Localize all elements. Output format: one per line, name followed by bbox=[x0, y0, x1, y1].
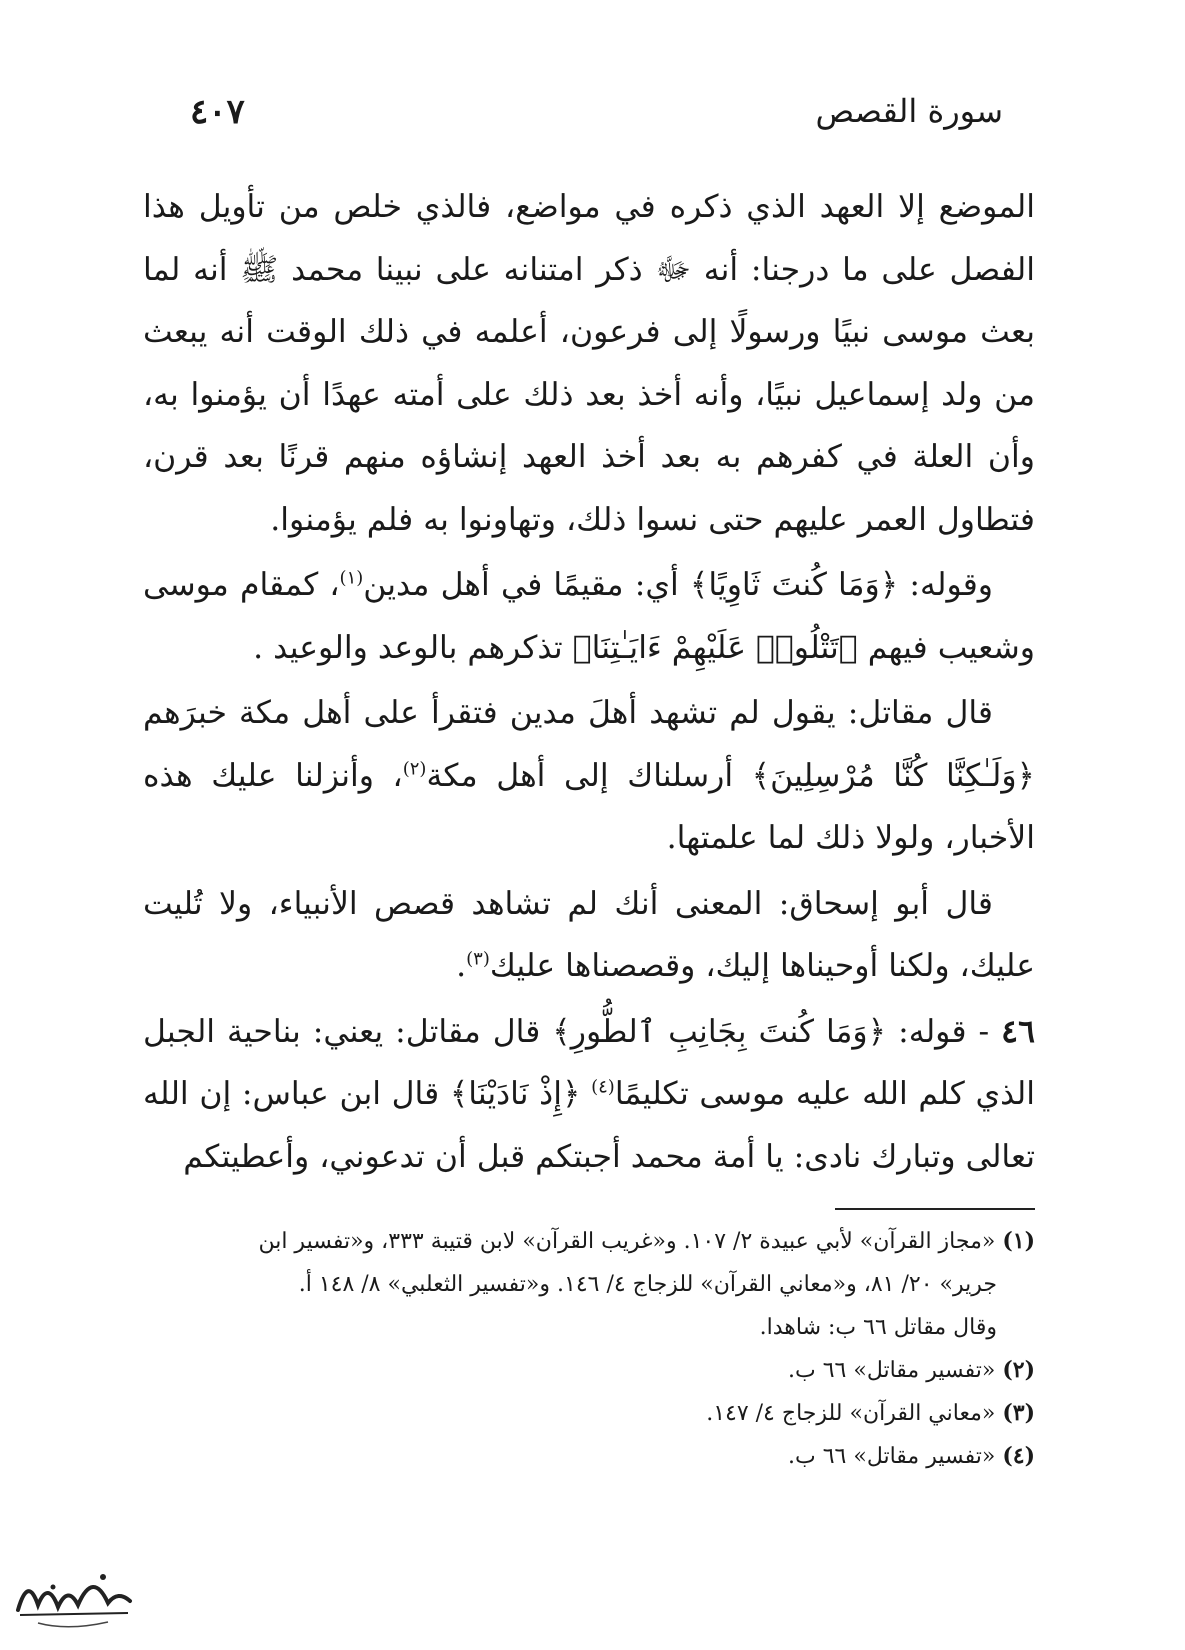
paragraph-text: . bbox=[456, 948, 467, 984]
paragraph-text: ﴿إِذْ نَادَيْنَا﴾ قال ابن عباس: إن الله تعالى وتبارك نادى: يا أمة محمد أجبتكم قبل أن تدعوني، وأعطيتكم bbox=[143, 1076, 1035, 1175]
paragraph-text: الموضع إلا العهد الذي ذكره في مواضع، فالذي خلص من تأويل هذا الفصل على ما درجنا: أنه ﷻ ذكر امتنانه على نبينا محمد ﷺ أنه لما بعث موسى نبيًا ورسولًا إلى فرعون، أعلمه في ذلك الوقت أنه يبعث من ولد إسماعيل نبيًا، وأنه أخذ بعد ذلك على أمته عهدًا أن يؤمنوا به، وأن العلة في كفرهم به بعد أخذ العهد إنشاؤه منهم قرنًا بعد قرن، فتطاول العمر عليهم حتى نسوا ذلك، وتهاونوا به فلم يؤمنوا. bbox=[143, 189, 1035, 538]
footnote-mark: (٤) bbox=[1002, 1443, 1035, 1469]
main-text bbox=[143, 176, 1035, 1191]
paragraph-text: - قوله: ﴿وَمَا كُنتَ بِجَانِبِ ٱلطُّورِ﴾ قال مقاتل: يعني: بناحية الجبل الذي كلم الله عليه موسى تكليمًا bbox=[143, 1013, 1035, 1112]
paragraph bbox=[143, 1001, 1035, 1189]
paragraph-text: وقوله: ﴿وَمَا كُنتَ ثَاوِيًا﴾ أي: مقيمًا في أهل مدين bbox=[363, 567, 993, 603]
footnote-divider bbox=[835, 1208, 1035, 1210]
page-header bbox=[190, 92, 1003, 142]
paragraph-text: ، وأنزلنا عليك هذه الأخبار، ولولا ذلك لما علمتها. bbox=[143, 757, 1035, 856]
library-stamp-logo bbox=[8, 1565, 138, 1635]
footnote-1-continued: وقال مقاتل ٦٦ ب: شاهدا. bbox=[759, 1315, 997, 1340]
footnote-1 bbox=[143, 1220, 1035, 1263]
paragraph-text: قال أبو إسحاق: المعنى أنك لم تشاهد قصص الأنبياء، ولا تُليت عليك، ولكنا أوحيناها إليك، وقصصناها عليك bbox=[143, 885, 1035, 984]
paragraph bbox=[143, 873, 1035, 998]
paragraph-text: قال مقاتل: يقول لم تشهد أهلَ مدين فتقرأ على أهل مكة خبرَهم ﴿وَلَـٰكِنَّا كُنَّا مُرْسِلِينَ﴾ أرسلناك إلى أهل مكة bbox=[143, 695, 1035, 794]
footnote-mark: (٢) bbox=[1002, 1357, 1035, 1383]
verse-number: ٤٦ bbox=[1001, 1012, 1035, 1050]
paragraph-text: ، كمقام موسى وشعيب فيهم ﴿تَتْلُوا۟ عَلَيْهِمْ ءَايَـٰتِنَا﴾ تذكرهم بالوعد والوعيد . bbox=[143, 567, 1035, 666]
paragraph bbox=[143, 682, 1035, 870]
footnote-ref[interactable]: (١) bbox=[339, 567, 364, 589]
footnote-mark: (١) bbox=[1002, 1228, 1035, 1254]
footnote-ref[interactable]: (٣) bbox=[466, 948, 490, 970]
footnote-text: «مجاز القرآن» لأبي عبيدة ٢/ ١٠٧. و«غريب القرآن» لابن قتيبة ٣٣٣، و«تفسير ابن bbox=[258, 1229, 996, 1254]
footnote-text: «معاني القرآن» للزجاج ٤/ ١٤٧. bbox=[706, 1401, 996, 1426]
surah-title: سورة القصص bbox=[815, 92, 1003, 130]
footnotes bbox=[143, 1220, 1035, 1478]
footnote-mark: (٣) bbox=[1002, 1400, 1035, 1426]
footnote-text: «تفسير مقاتل» ٦٦ ب. bbox=[788, 1358, 996, 1383]
footnote-ref[interactable]: (٢) bbox=[402, 758, 427, 779]
footnote-ref[interactable]: (٤) bbox=[591, 1076, 615, 1098]
footnote-3 bbox=[143, 1392, 1035, 1435]
paragraph bbox=[143, 176, 1035, 551]
page-number: ٤٠٧ bbox=[190, 92, 245, 132]
footnote-4 bbox=[143, 1435, 1035, 1478]
footnote-text: «تفسير مقاتل» ٦٦ ب. bbox=[788, 1444, 996, 1469]
footnote-2 bbox=[143, 1349, 1035, 1392]
footnote-1-continued: جرير» ٢٠/ ٨١، و«معاني القرآن» للزجاج ٤/ ١٤٦. و«تفسير الثعلبي» ٨/ ١٤٨ أ. bbox=[298, 1272, 997, 1297]
paragraph bbox=[143, 554, 1035, 679]
